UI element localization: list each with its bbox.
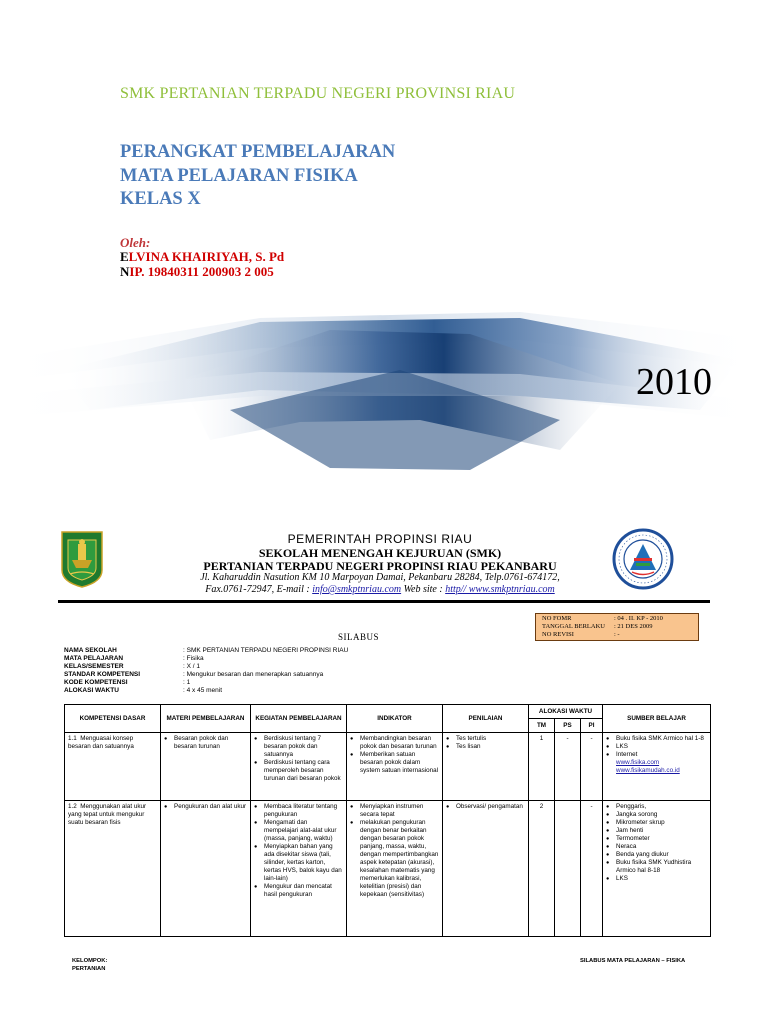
list-item: ● Mengamati dan mempelajari alat-alat ukur (massa, panjang, waktu) xyxy=(264,819,343,843)
author-name xyxy=(120,249,284,265)
list-item: ● Mengukur dan mencatat hasil pengukuran xyxy=(264,883,343,899)
list-item: ● Buku fisika SMK Armico hal 1-8 xyxy=(616,735,707,743)
list-item: ● Mikrometer skrup xyxy=(616,819,707,827)
list-item: ● Tes lisan xyxy=(456,743,525,751)
list-item: ● Tes tertulis xyxy=(456,735,525,743)
letterhead-school-name: PERTANIAN TERPADU NEGERI PROPINSI RIAU PEKANBARU xyxy=(203,559,557,573)
list-item: ● Buku fisika SMK Yudhistira Armico hal 8-18 xyxy=(616,859,707,875)
list-item: ● LKS xyxy=(616,875,707,883)
form-value-tanggal: : 21 DES 2009 xyxy=(614,623,653,630)
list-item: ● Jangka sorong xyxy=(616,811,707,819)
meta-value-mata-pelajaran: : Fisika xyxy=(183,655,204,662)
list-item: ● Berdiskusi tentang cara memperoleh besaran turunan dari besaran pokok xyxy=(264,759,343,783)
penilaian-cell xyxy=(443,801,529,937)
meta-value-kelas-semester: : X / 1 xyxy=(183,663,200,670)
meta-label-mata-pelajaran: MATA PELAJARAN xyxy=(64,655,124,662)
meta-label-kode-kompetensi: KODE KOMPETENSI xyxy=(64,679,128,686)
nip-initial: N xyxy=(120,264,130,279)
header-indikator: INDIKATOR xyxy=(347,705,443,733)
cover-title-line-2: MATA PELAJARAN FISIKA xyxy=(120,166,358,186)
list-item: ● Menyiapkan instrumen secara tepat xyxy=(360,803,439,819)
materi-cell xyxy=(161,733,251,801)
form-info-box xyxy=(535,613,699,641)
header-penilaian: PENILAIAN xyxy=(443,705,529,733)
letterhead-contact xyxy=(80,584,680,595)
list-item: ● Termometer xyxy=(616,835,707,843)
ps-cell: - xyxy=(555,733,581,801)
meta-label-nama-sekolah: NAMA SEKOLAH xyxy=(64,647,117,654)
footer-pertanian: PERTANIAN xyxy=(72,966,106,972)
letterhead-divider xyxy=(58,600,710,603)
author-initial: E xyxy=(120,249,129,264)
author-nip xyxy=(120,264,274,280)
tm-cell: 1 xyxy=(529,733,555,801)
kd-number: 1.1 xyxy=(68,735,77,742)
website-link[interactable]: http// www.smkptnriau.com xyxy=(445,584,555,595)
list-item: ● Membaca literatur tentang pengukuran xyxy=(264,803,343,819)
list-item: ● melakukan pengukuran dengan benar berkaitan dengan besaran pokok panjang, massa, waktu, dengan mempertimbangkan aspek ketepatan (akurasi), kesalahan matematis yang memerlukan kalibrasi, ketelitian (presisi) dan kepekaan (sensitivitas) xyxy=(360,819,439,899)
header-sumber-belajar: SUMBER BELAJAR xyxy=(603,705,711,733)
kd-cell xyxy=(65,733,161,801)
form-value-no-fomr: : 04 . II. KP - 2010 xyxy=(614,615,663,622)
kegiatan-cell xyxy=(251,733,347,801)
header-alokasi-waktu: ALOKASI WAKTU xyxy=(529,705,603,719)
oleh-label: Oleh: xyxy=(120,235,151,250)
header-tm: TM xyxy=(529,719,555,733)
list-item: ● Neraca xyxy=(616,843,707,851)
letterhead-government: PEMERINTAH PROPINSI RIAU xyxy=(287,532,473,546)
table-row xyxy=(65,733,711,801)
kd-text: Menguasai konsep besaran dan satuannya xyxy=(68,735,134,750)
meta-value-kode-kompetensi: : 1 xyxy=(183,679,191,686)
list-item: ● Jam henti xyxy=(616,827,707,835)
list-item: ● Benda yang diukur xyxy=(616,851,707,859)
letterhead-address: Jl. Kaharuddin Nasution KM 10 Marpoyan Damai, Pekanbaru 28284, Telp.0761-674172, xyxy=(200,572,560,583)
contact-website-label: Web site : xyxy=(401,584,446,595)
silabus-title: SILABUS xyxy=(338,632,380,642)
kd-number: 1.2 xyxy=(68,803,77,810)
form-label-revisi: NO REVISI xyxy=(542,631,574,638)
list-item: ● Besaran pokok dan besaran turunan xyxy=(174,735,247,751)
contact-fax: Fax.0761-72947, E-mail : xyxy=(205,584,313,595)
list-item: ● Pengukuran dan alat ukur xyxy=(174,803,247,811)
meta-value-nama-sekolah: : SMK PERTANIAN TERPADU NEGERI PROPINSI RIAU xyxy=(183,647,349,654)
kd-text: Menggunakan alat ukur yang tepat untuk mengukur suatu besaran fisis xyxy=(68,803,147,826)
kd-cell xyxy=(65,801,161,937)
meta-value-alokasi-waktu: : 4 x 45 menit xyxy=(183,687,223,694)
header-materi: MATERI PEMBELAJARAN xyxy=(161,705,251,733)
form-label-tanggal: TANGGAL BERLAKU xyxy=(542,623,605,630)
form-value-revisi: : - xyxy=(614,631,620,638)
footer-doc-title: SILABUS MATA PELAJARAN – FISIKA xyxy=(580,958,686,964)
cover-title-line-1: PERANGKAT PEMBELAJARAN xyxy=(120,142,396,162)
author-name-rest: LVINA KHAIRIYAH, S. Pd xyxy=(128,249,285,264)
email-link[interactable]: info@smkptnriau.com xyxy=(312,584,402,595)
cover-year: 2010 xyxy=(636,361,712,403)
pi-cell: - xyxy=(581,801,603,937)
header-pi: PI xyxy=(581,719,603,733)
header-kegiatan: KEGIATAN PEMBELAJARAN xyxy=(251,705,347,733)
materi-cell xyxy=(161,801,251,937)
sumber-internet: Internet xyxy=(616,751,638,758)
sumber-cell xyxy=(603,801,711,937)
list-item xyxy=(616,751,707,775)
list-item: ● LKS xyxy=(616,743,707,751)
form-label-no-fomr: NO FOMR xyxy=(542,615,572,622)
list-item: ● Membandingkan besaran pokok dan besaran turunan xyxy=(360,735,439,751)
list-item: ● Observasi/ pengamatan xyxy=(456,803,525,811)
header-kompetensi-dasar: KOMPETENSI DASAR xyxy=(65,705,161,733)
header-ps: PS xyxy=(555,719,581,733)
cover-title-line-3: KELAS X xyxy=(120,189,201,209)
tm-cell: 2 xyxy=(529,801,555,937)
meta-label-alokasi-waktu: ALOKASI WAKTU xyxy=(64,687,119,694)
letterhead-school-type: SEKOLAH MENENGAH KEJURUAN (SMK) xyxy=(258,546,502,560)
link-fisika-com[interactable]: www.fisika.com xyxy=(616,759,660,766)
nip-rest: IP. 19840311 200903 2 005 xyxy=(129,264,274,279)
meta-label-kelas-semester: KELAS/SEMESTER xyxy=(64,663,124,670)
pi-cell: - xyxy=(581,733,603,801)
school-name: SMK PERTANIAN TERPADU NEGERI PROVINSI RIAU xyxy=(120,85,516,102)
table-row xyxy=(65,801,711,937)
meta-value-standar-kompetensi: : Mengukur besaran dan menerapkan satuannya xyxy=(183,671,324,678)
smk-pertanian-logo-icon xyxy=(612,528,674,590)
list-item: ● Berdiskusi tentang 7 besaran pokok dan satuannya xyxy=(264,735,343,759)
list-item: ● Menyiapkan bahan yang ada disekitar siswa (tali, silinder, kertas karton, kertas HVS, balok kayu dan lain-lain) xyxy=(264,843,343,883)
indikator-cell xyxy=(347,733,443,801)
ps-cell xyxy=(555,801,581,937)
indikator-cell xyxy=(347,801,443,937)
footer-kelompok: KELOMPOK: xyxy=(72,958,108,964)
list-item: ● Memberikan satuan besaran pokok dalam system satuan internasional xyxy=(360,751,439,775)
sumber-cell xyxy=(603,733,711,801)
silabus-table xyxy=(64,704,711,937)
penilaian-cell xyxy=(443,733,529,801)
meta-label-standar-kompetensi: STANDAR KOMPETENSI xyxy=(64,671,141,678)
link-fisikamudah[interactable]: www.fisikamudah.co.id xyxy=(616,767,680,774)
kegiatan-cell xyxy=(251,801,347,937)
list-item: ● Penggaris, xyxy=(616,803,707,811)
